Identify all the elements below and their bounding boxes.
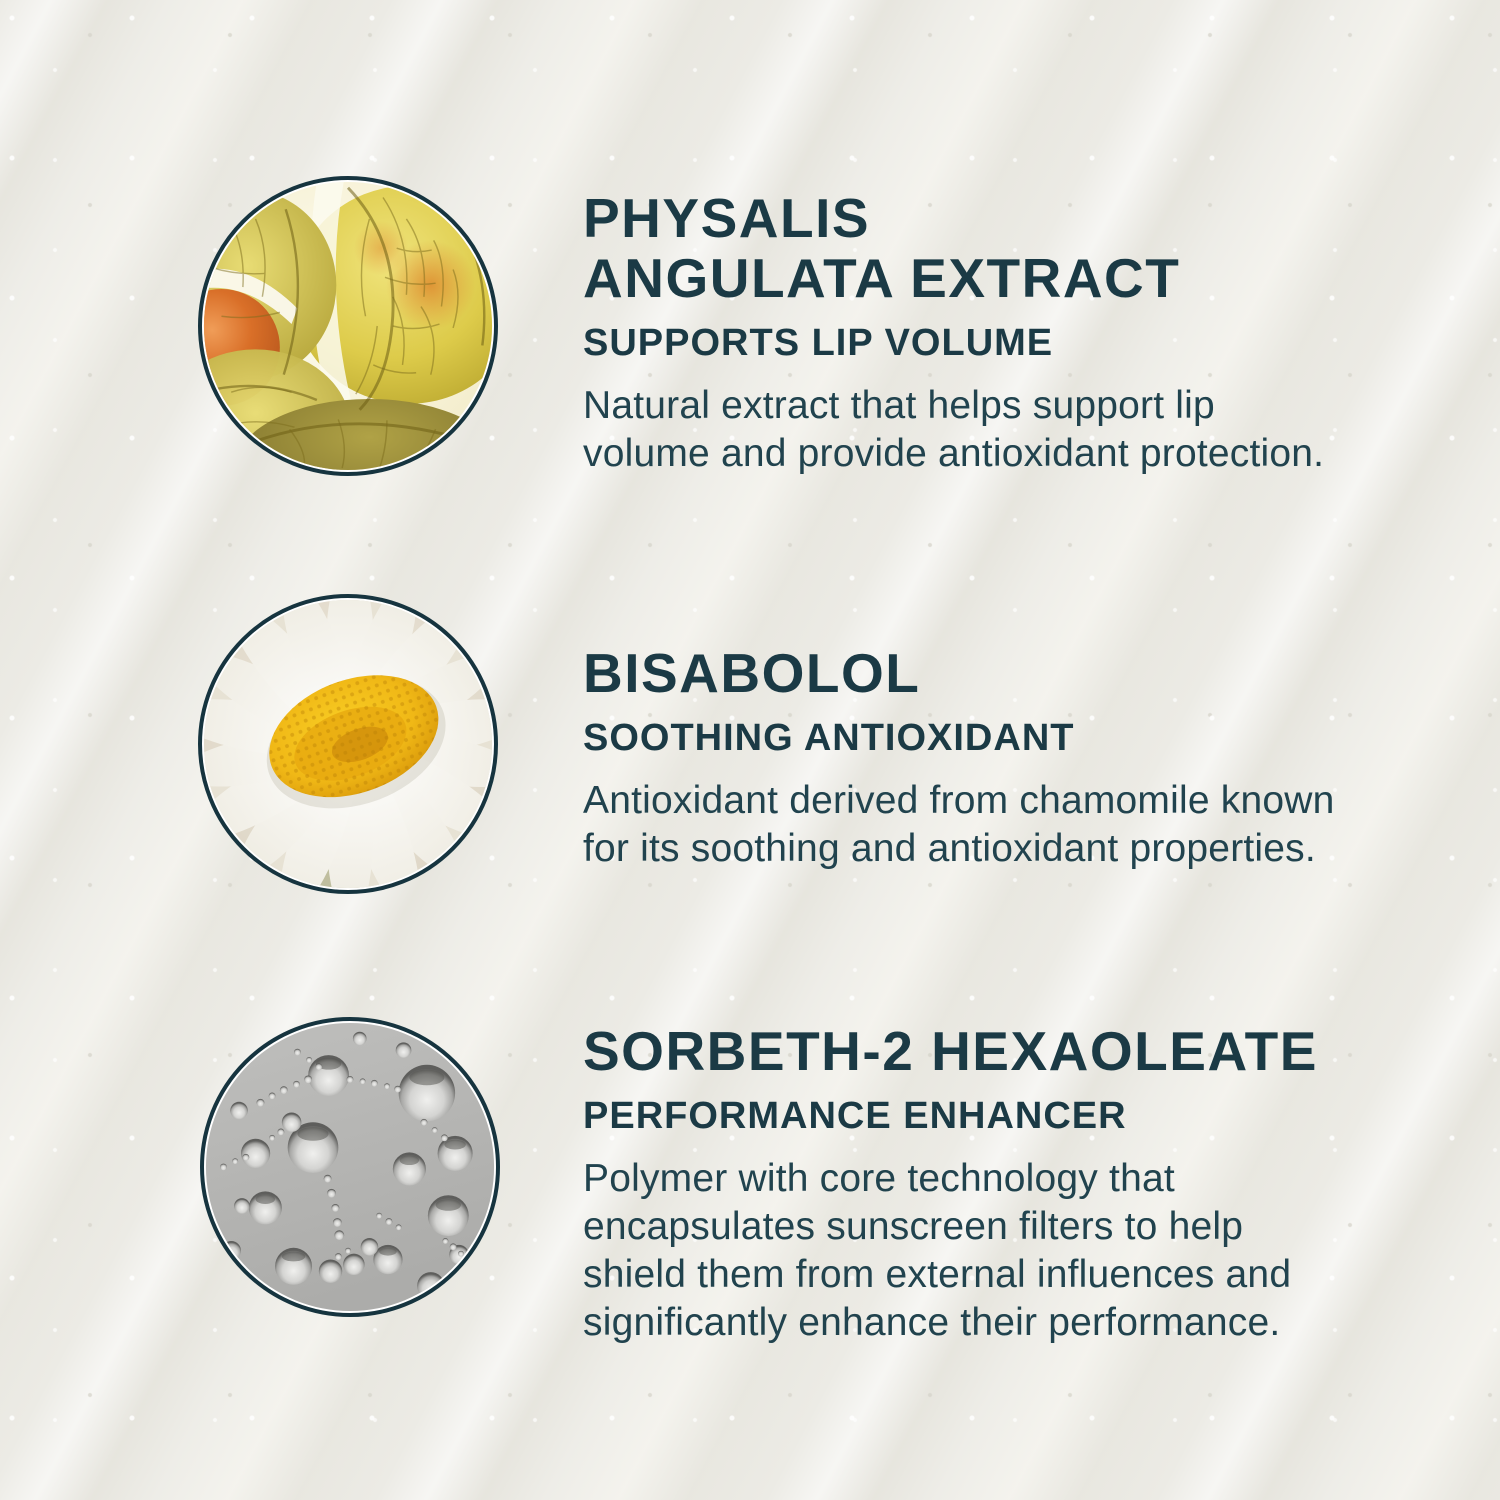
title-line: SORBETH-2 HEXAOLEATE [583, 1020, 1318, 1082]
ingredient-title [583, 1021, 1318, 1081]
ingredient-description [583, 382, 1324, 478]
section-physalis-text [583, 188, 1324, 478]
ingredient-title [583, 188, 1324, 308]
ingredient-subtitle: PERFORMANCE ENHANCER [583, 1095, 1127, 1137]
ingredient-description [583, 777, 1335, 873]
physalis-fruit-illustration [202, 180, 494, 472]
description-line: Polymer with core technology that [583, 1157, 1175, 1200]
description-line: for its soothing and antioxidant properties. [583, 827, 1316, 870]
droplets-photo [200, 1017, 500, 1317]
ingredient-title [583, 643, 1335, 703]
description-line: shield them from external influences and [583, 1253, 1292, 1296]
ingredient-subtitle: SUPPORTS LIP VOLUME [583, 322, 1054, 364]
ingredient-subtitle: SOOTHING ANTIOXIDANT [583, 717, 1075, 759]
title-line: PHYSALIS [583, 187, 871, 249]
title-line: BISABOLOL [583, 642, 921, 704]
description-line: Antioxidant derived from chamomile known [583, 779, 1335, 822]
title-line: ANGULATA EXTRACT [583, 247, 1181, 309]
description-line: encapsulates sunscreen filters to help [583, 1205, 1244, 1248]
description-line: significantly enhance their performance. [583, 1301, 1281, 1344]
section-bisabolol-text [583, 643, 1335, 873]
section-sorbeth-text [583, 1021, 1318, 1347]
description-line: volume and provide antioxidant protection. [583, 432, 1325, 475]
chamomile-flower-illustration [202, 598, 494, 890]
physalis-photo [198, 176, 498, 476]
chamomile-photo [198, 594, 498, 894]
ingredient-description [583, 1155, 1318, 1347]
description-line: Natural extract that helps support lip [583, 384, 1215, 427]
polymer-droplets-illustration [204, 1021, 496, 1313]
